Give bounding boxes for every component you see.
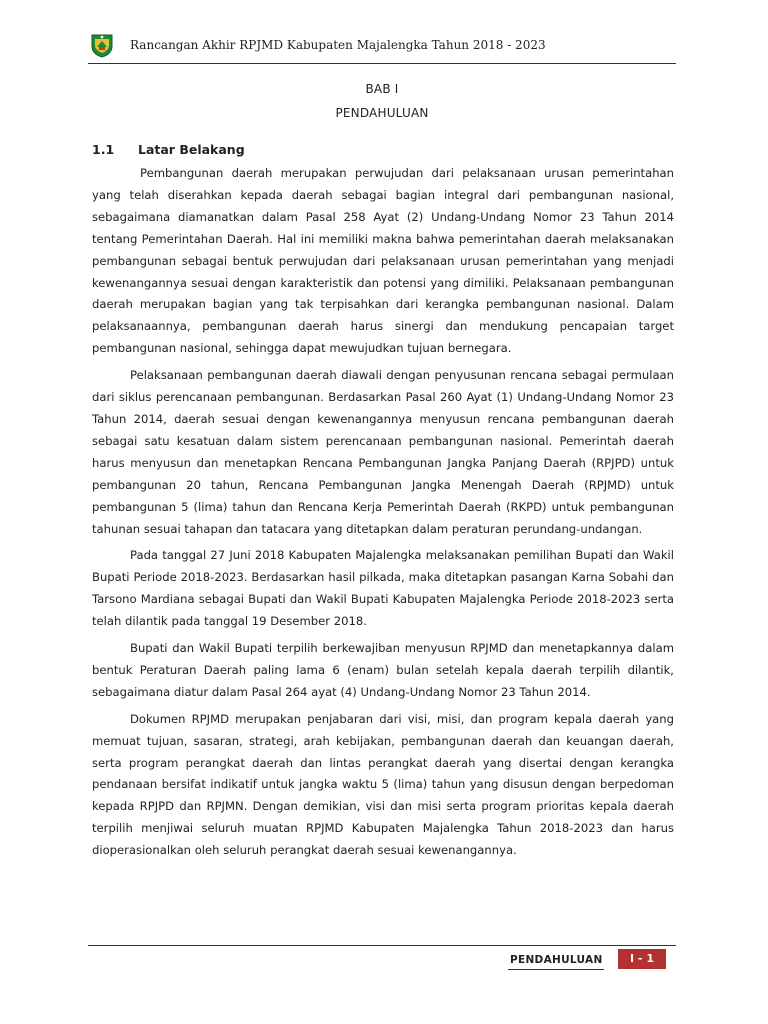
chapter-label: BAB I — [365, 82, 399, 96]
paragraph: Bupati dan Wakil Bupati terpilih berkewajiban menyusun RPJMD dan menetapkannya dalam bentuk Peraturan Daerah paling lama 6 (enam) bulan setelah kepala daerah terpilih dilantik, sebagaimana diatur dalam Pasal 264 ayat (4) Undang-Undang Nomor 23 Tahun 2014. — [92, 641, 674, 699]
paragraph: Dokumen RPJMD merupakan penjabaran dari visi, misi, dan program kepala daerah yang memuat tujuan, sasaran, strategi, arah kebijakan, pembangunan daerah dan keuangan daerah, serta program perangkat daerah dan lintas perangkat daerah yang disertai dengan kerangka pendanaan bersifat indikatif untuk jangka waktu 5 (lima) tahun yang disusun dengan berpedoman kepada RPJPD dan RPJMN. Dengan demikian, visi dan misi serta program prioritas kepala daerah terpilih menjiwai seluruh muatan RPJMD Kabupaten Majalengka Tahun 2018-2023 dan harus dioperasionalkan oleh seluruh perangkat daerah sesuai kewenangannya. — [92, 711, 674, 858]
header-divider — [88, 63, 676, 64]
paragraph: Pada tanggal 27 Juni 2018 Kabupaten Majalengka melaksanakan pemilihan Bupati dan Wakil Bupati Periode 2018-2023. Berdasarkan hasil pilkada, maka ditetapkan pasangan Karna Sobahi dan Tarsono Mardiana sebagai Bupati dan Wakil Bupati Kabupaten Majalengka Periode 2018-2023 serta telah dilantik pada tanggal 19 Desember 2018. — [92, 548, 674, 629]
footer-chapter-label: PENDAHULUAN — [510, 954, 603, 966]
footer-underline — [508, 969, 604, 970]
page-header — [88, 30, 676, 64]
section-title: Latar Belakang — [138, 142, 245, 157]
footer-divider — [88, 945, 676, 946]
section-heading — [92, 142, 245, 157]
page-number-badge: I - 1 — [618, 949, 666, 969]
body-text — [92, 163, 674, 867]
chapter-title: PENDAHULUAN — [335, 106, 429, 120]
paragraph: Pelaksanaan pembangunan daerah diawali dengan penyusunan rencana sebagai permulaan dari siklus perencanaan pembangunan. Berdasarkan Pasal 260 Ayat (1) Undang-Undang Nomor 23 Tahun 2014, daerah sesuai dengan kewenangannya menyusun rencana pembangunan daerah sebagai satu kesatuan dalam sistem perencanaan pembangunan nasional. Pemerintah daerah harus menyusun dan menetapkan Rencana Pembangunan Jangka Panjang Daerah (RPJPD) untuk pembangunan 20 tahun, Rencana Pembangunan Jangka Menengah Daerah (RPJMD) untuk pembangunan 5 (lima) tahun dan Rencana Kerja Pemerintah Daerah (RKPD) untuk pembangunan tahunan sesuai tahapan dan tatacara yang ditetapkan dalam peraturan perundang-undangan. — [92, 368, 674, 536]
regency-emblem-icon — [90, 32, 114, 58]
section-number: 1.1 — [92, 142, 115, 157]
paragraph: Pembangunan daerah merupakan perwujudan dari pelaksanaan urusan pemerintahan yang telah diserahkan kepada daerah sebagai bagian integral dari pembangunan nasional, sebagaimana diamanatkan dalam Pasal 258 Ayat (2) Undang-Undang Nomor 23 Tahun 2014 tentang Pemerintahan Daerah. Hal ini memiliki makna bahwa pemerintahan daerah melaksanakan pembangunan sebagai bentuk perwujudan dari pelaksanaan urusan pemerintahan yang menjadi kewenangannya sesuai dengan karakteristik dan potensi yang dimiliki. Pelaksanaan pembangunan daerah merupakan bagian yang tak terpisahkan dari kerangka pembangunan nasional. Dalam pelaksanaannya, pembangunan daerah harus sinergi dan mendukung pencapaian target pembangunan nasional, sehingga dapat mewujudkan tujuan bernegara. — [92, 166, 674, 356]
document-title: Rancangan Akhir RPJMD Kabupaten Majalengka Tahun 2018 - 2023 — [130, 38, 546, 52]
